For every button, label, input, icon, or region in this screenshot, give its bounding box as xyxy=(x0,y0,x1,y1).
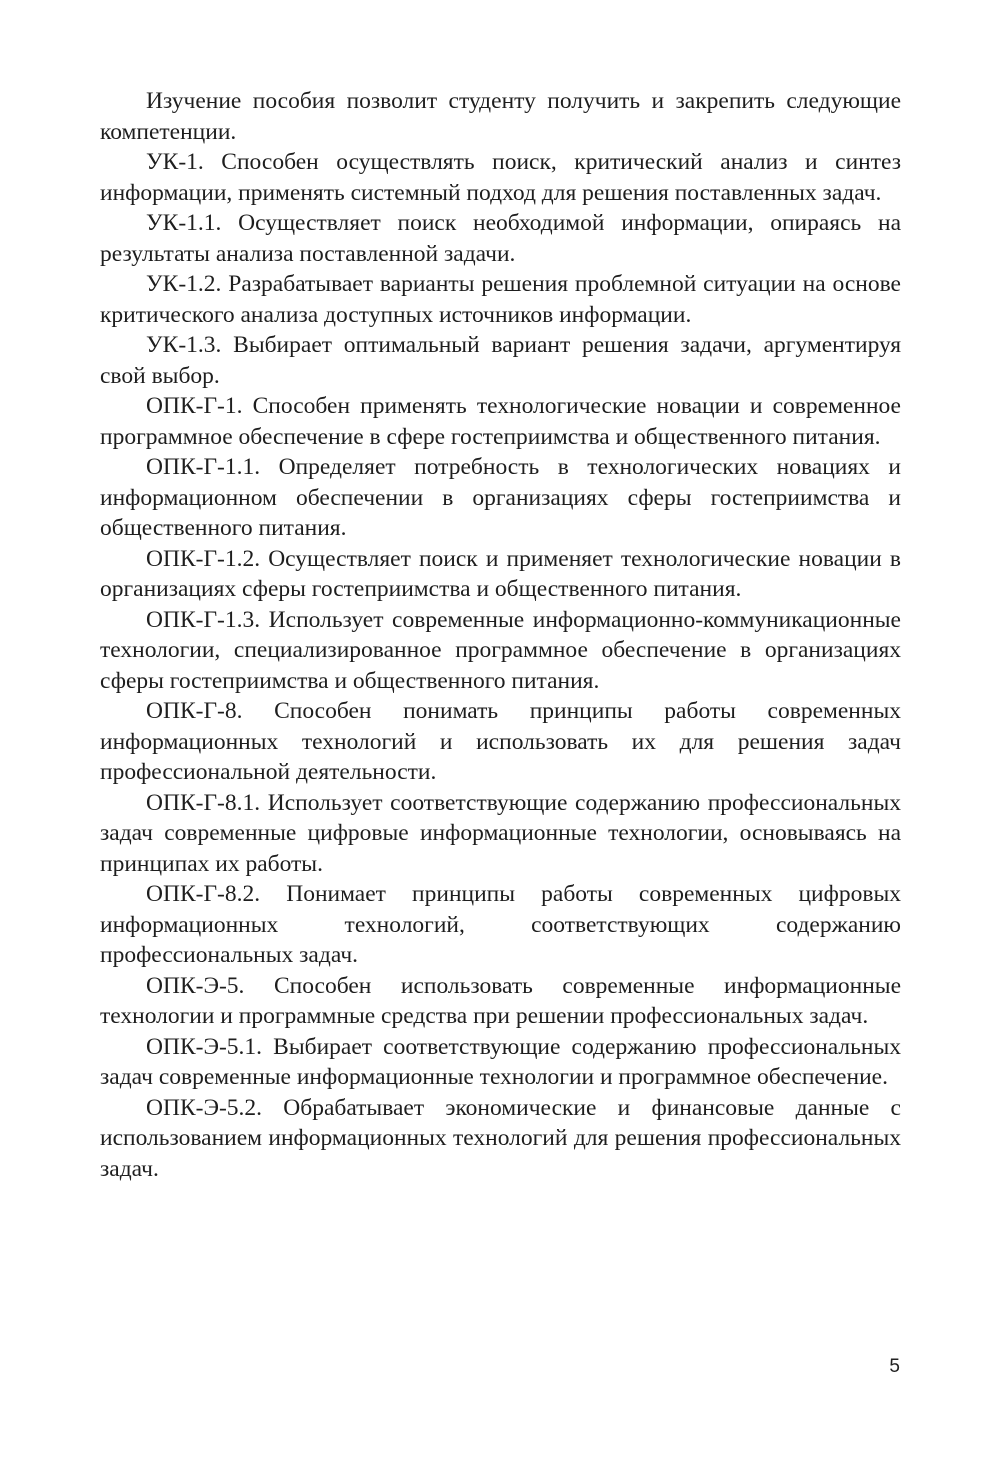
paragraph-uk-1-3: УК-1.3. Выбирает оптимальный вариант решения задачи, аргументируя свой выбор. xyxy=(100,332,901,389)
page-body xyxy=(100,86,901,1184)
paragraph-opk-e-5-2: ОПК-Э-5.2. Обрабатывает экономические и финансовые данные с использованием информационных технологий для решения профессиональных задач. xyxy=(100,1094,901,1182)
paragraph-opk-g-1-2: ОПК-Г-1.2. Осуществляет поиск и применяет технологические новации в организациях сферы гостеприимства и общественного питания. xyxy=(100,545,901,602)
paragraph-opk-g-1-3: ОПК-Г-1.3. Использует современные информационно-коммуникационные технологии, специализированное программное обеспечение в организациях сферы гостеприимства и общественного питания. xyxy=(100,606,901,694)
paragraph-opk-g-1-1: ОПК-Г-1.1. Определяет потребность в технологических новациях и информационном обеспечении в организациях сферы гостеприимства и общественного питания. xyxy=(100,454,901,541)
paragraph-opk-g-8: ОПК-Г-8. Способен понимать принципы работы современных информационных технологий и использовать их для решения задач профессиональной деятельности. xyxy=(100,698,901,785)
page-number: 5 xyxy=(889,1356,900,1377)
paragraph-uk-1: УК-1. Способен осуществлять поиск, критический анализ и синтез информации, применять системный подход для решения поставленных задач. xyxy=(100,149,901,206)
paragraph-opk-e-5-1: ОПК-Э-5.1. Выбирает соответствующие содержанию профессиональных задач современные информационные технологии и программное обеспечение. xyxy=(100,1033,901,1090)
paragraph-intro: Изучение пособия позволит студенту получить и закрепить следующие компетенции. xyxy=(100,88,901,145)
paragraph-opk-e-5: ОПК-Э-5. Способен использовать современные информационные технологии и программные средства при решении профессиональных задач. xyxy=(100,972,901,1029)
paragraph-opk-g-8-1: ОПК-Г-8.1. Использует соответствующие содержанию профессиональных задач современные цифровые информационные технологии, основываясь на принципах их работы. xyxy=(100,789,901,877)
paragraph-opk-g-8-2: ОПК-Г-8.2. Понимает принципы работы современных цифровых информационных технологий, соответствующих содержанию профессиональных задач. xyxy=(100,881,901,968)
paragraph-opk-g-1: ОПК-Г-1. Способен применять технологические новации и современное программное обеспечение в сфере гостеприимства и общественного питания. xyxy=(100,393,901,450)
paragraph-uk-1-1: УК-1.1. Осуществляет поиск необходимой информации, опираясь на результаты анализа поставленной задачи. xyxy=(100,210,901,267)
paragraph-uk-1-2: УК-1.2. Разрабатывает варианты решения проблемной ситуации на основе критического анализа доступных источников информации. xyxy=(100,271,901,328)
